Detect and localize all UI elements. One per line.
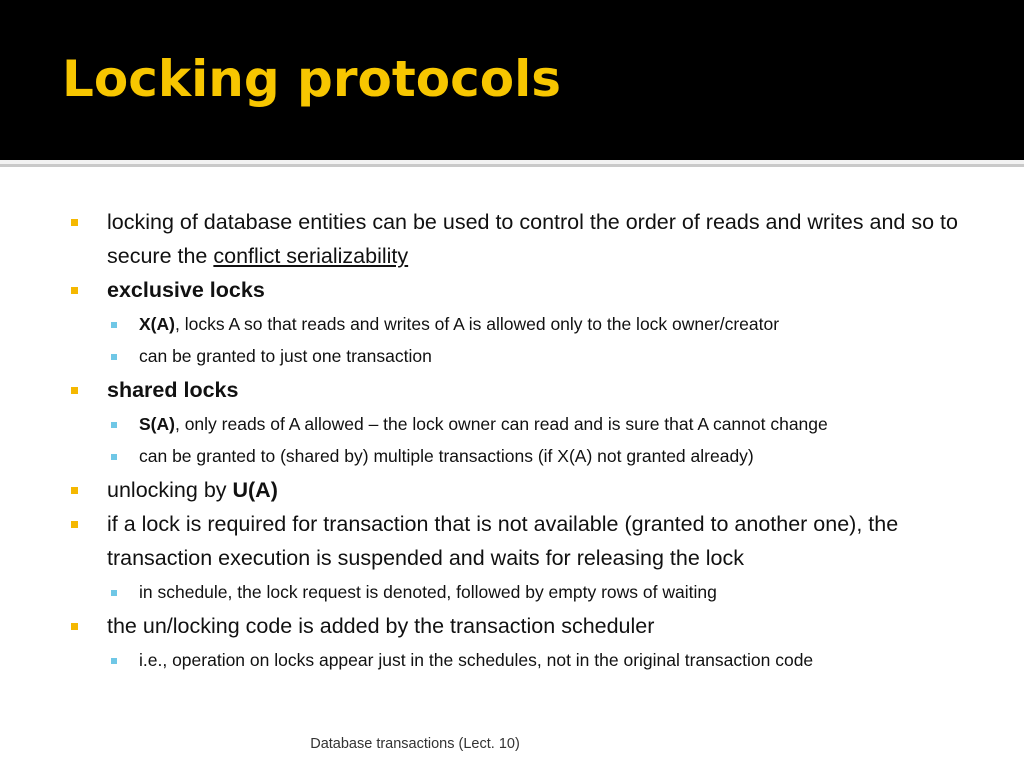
bullet-text: the un/locking code is added by the transaction scheduler [107, 614, 655, 638]
bullet-text: if a lock is required for transaction that is not available (granted to another one), the transaction execution is suspended and waits for releasing the lock [107, 512, 899, 570]
square-bullet-icon [111, 354, 117, 360]
sub-bullet-item [0, 645, 1024, 675]
slide-content [0, 205, 1024, 677]
sub-bullet-item [0, 341, 1024, 371]
sub-bullet-text: can be granted to (shared by) multiple transactions (if X(A) not granted already) [139, 446, 754, 466]
sub-bullet-text: can be granted to just one transaction [139, 346, 432, 366]
bullet-item [0, 273, 1024, 307]
sub-bullet-item [0, 409, 1024, 439]
square-bullet-icon [71, 219, 78, 226]
sub-bullet-text: in schedule, the lock request is denoted, followed by empty rows of waiting [139, 582, 717, 602]
lock-notation: S(A) [139, 414, 175, 434]
square-bullet-icon [71, 487, 78, 494]
lock-notation: U(A) [232, 478, 278, 502]
slide-footer: Database transactions (Lect. 10) [310, 736, 520, 752]
square-bullet-icon [71, 623, 78, 630]
square-bullet-icon [71, 521, 78, 528]
square-bullet-icon [111, 658, 117, 664]
sub-bullet-item [0, 441, 1024, 471]
square-bullet-icon [111, 454, 117, 460]
bullet-text: unlocking by [107, 478, 233, 502]
bullet-item [0, 507, 1024, 575]
sub-bullet-text: , only reads of A allowed – the lock owner can read and is sure that A cannot change [174, 414, 828, 434]
bullet-item [0, 205, 1024, 273]
bullet-item [0, 609, 1024, 643]
square-bullet-icon [71, 287, 78, 294]
sub-bullet-item [0, 577, 1024, 607]
sub-bullet-text: i.e., operation on locks appear just in the schedules, not in the original transaction code [139, 650, 814, 670]
bullet-heading: shared locks [107, 378, 239, 402]
square-bullet-icon [111, 590, 117, 596]
slide-title: Locking protocols [62, 50, 561, 108]
bullet-text: locking of database entities can be used to control the order of reads and writes and so to secure the [107, 210, 958, 268]
square-bullet-icon [111, 322, 117, 328]
bullet-heading: exclusive locks [107, 278, 265, 302]
square-bullet-icon [71, 387, 78, 394]
bullet-item [0, 373, 1024, 407]
conflict-serializability-link[interactable]: conflict serializability [213, 244, 409, 268]
header-divider-shadow [0, 164, 1024, 167]
title-bar [0, 0, 1024, 160]
sub-bullet-text: , locks A so that reads and writes of A is allowed only to the lock owner/creator [174, 314, 780, 334]
lock-notation: X(A) [139, 314, 175, 334]
square-bullet-icon [111, 422, 117, 428]
sub-bullet-item [0, 309, 1024, 339]
bullet-item [0, 473, 1024, 507]
